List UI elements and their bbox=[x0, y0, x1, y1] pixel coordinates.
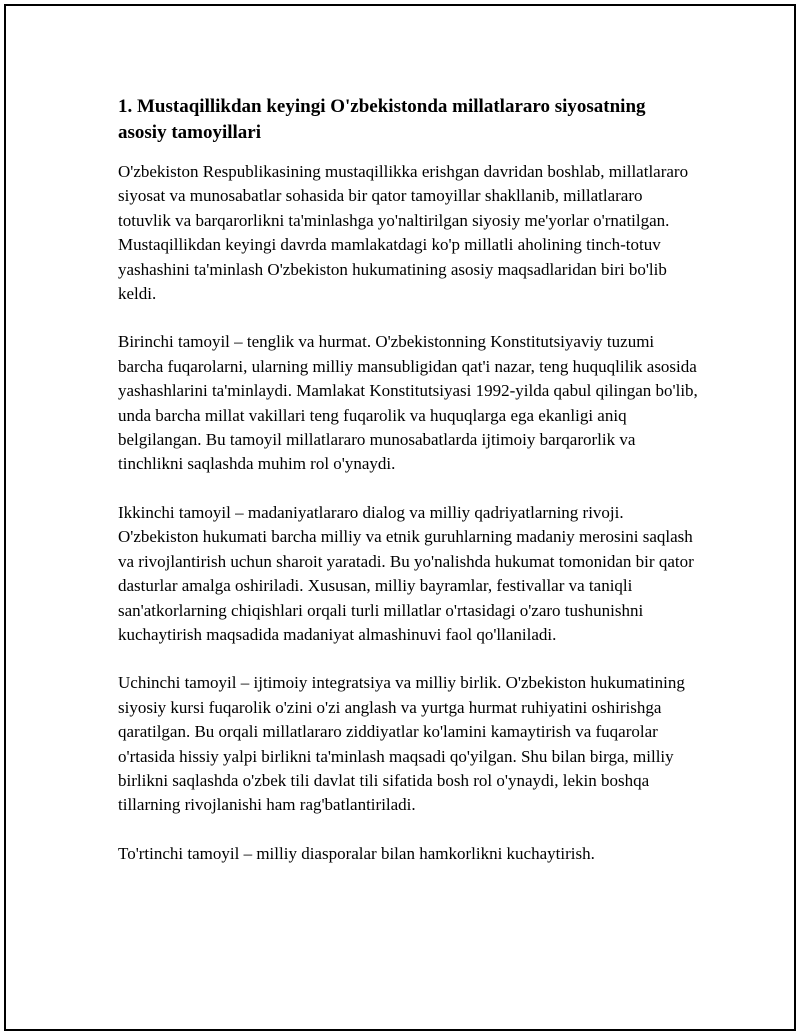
paragraph-principle-4: To'rtinchi tamoyil – milliy diasporalar bilan hamkorlikni kuchaytirish. bbox=[118, 843, 595, 863]
section-heading: 1. Mustaqillikdan keyingi O'zbekistonda millatlararo siyosatning asosiy tamoyillari bbox=[118, 96, 646, 143]
paragraph-principle-2: Ikkinchi tamoyil – madaniyatlararo dialog va milliy qadriyatlarning rivoji. O'zbekiston hukumati barcha milliy va etnik guruhlarning madaniy merosini saqlash va rivojlantirish uchun sharoit yaratadi. Bu yo'nalishda hukumat tomonidan bir qator dasturlar amalga oshiriladi. Xususan, milliy bayramlar, festivallar va taniqli san'atkorlarning chiqishlari orqali turli millatlar o'rtasidagi o'zaro tushunishni kuchaytirish maqsadida madaniyat almashinuvi faol qo'llaniladi. bbox=[118, 502, 694, 644]
paragraph-principle-1: Birinchi tamoyil – tenglik va hurmat. O'zbekistonning Konstitutsiyaviy tuzumi barcha fuqarolarni, ularning milliy mansubligidan qat'i nazar, teng huquqlilik asosida yashashlarini ta'minlaydi. Mamlakat Konstitutsiyasi 1992-yilda qabul qilingan bo'lib, unda barcha millat vakillari teng fuqarolik va huquqlarga ega ekanligi aniq belgilangan. Bu tamoyil millatlararo munosabatlarda ijtimoiy barqarorlik va tinchlikni saqlashda muhim rol o'ynaydi. bbox=[118, 332, 698, 474]
paragraph-intro: O'zbekiston Respublikasining mustaqillikka erishgan davridan boshlab, millatlararo siyosat va munosabatlar sohasida bir qator tamoyillar shakllanib, millatlararo totuvlik va barqarorlikni ta'minlashga yo'naltirilgan siyosiy me'yorlar o'rnatilgan. Mustaqillikdan keyingi davrda mamlakatdagi ko'p millatli aholining tinch-totuv yashashini ta'minlash O'zbekiston hukumatining asosiy maqsadlaridan biri bo'lib keldi. bbox=[118, 162, 689, 304]
paragraph-principle-3: Uchinchi tamoyil – ijtimoiy integratsiya va milliy birlik. O'zbekiston hukumatining siyosiy kursi fuqarolik o'zini o'zi anglash va yurtga hurmat ruhiyatini oshirishga qaratilgan. Bu orqali millatlararo ziddiyatlar ko'lamini kamaytirish va fuqarolar o'rtasida hissiy yalpi birlikni ta'minlash maqsadi qo'yilgan. Shu bilan birga, milliy birlikni saqlashda o'zbek tili davlat tili sifatida bosh rol o'ynaydi, lekin boshqa tillarning rivojlanishi ham rag'batlantiriladi. bbox=[118, 673, 685, 815]
document-content bbox=[118, 94, 698, 890]
